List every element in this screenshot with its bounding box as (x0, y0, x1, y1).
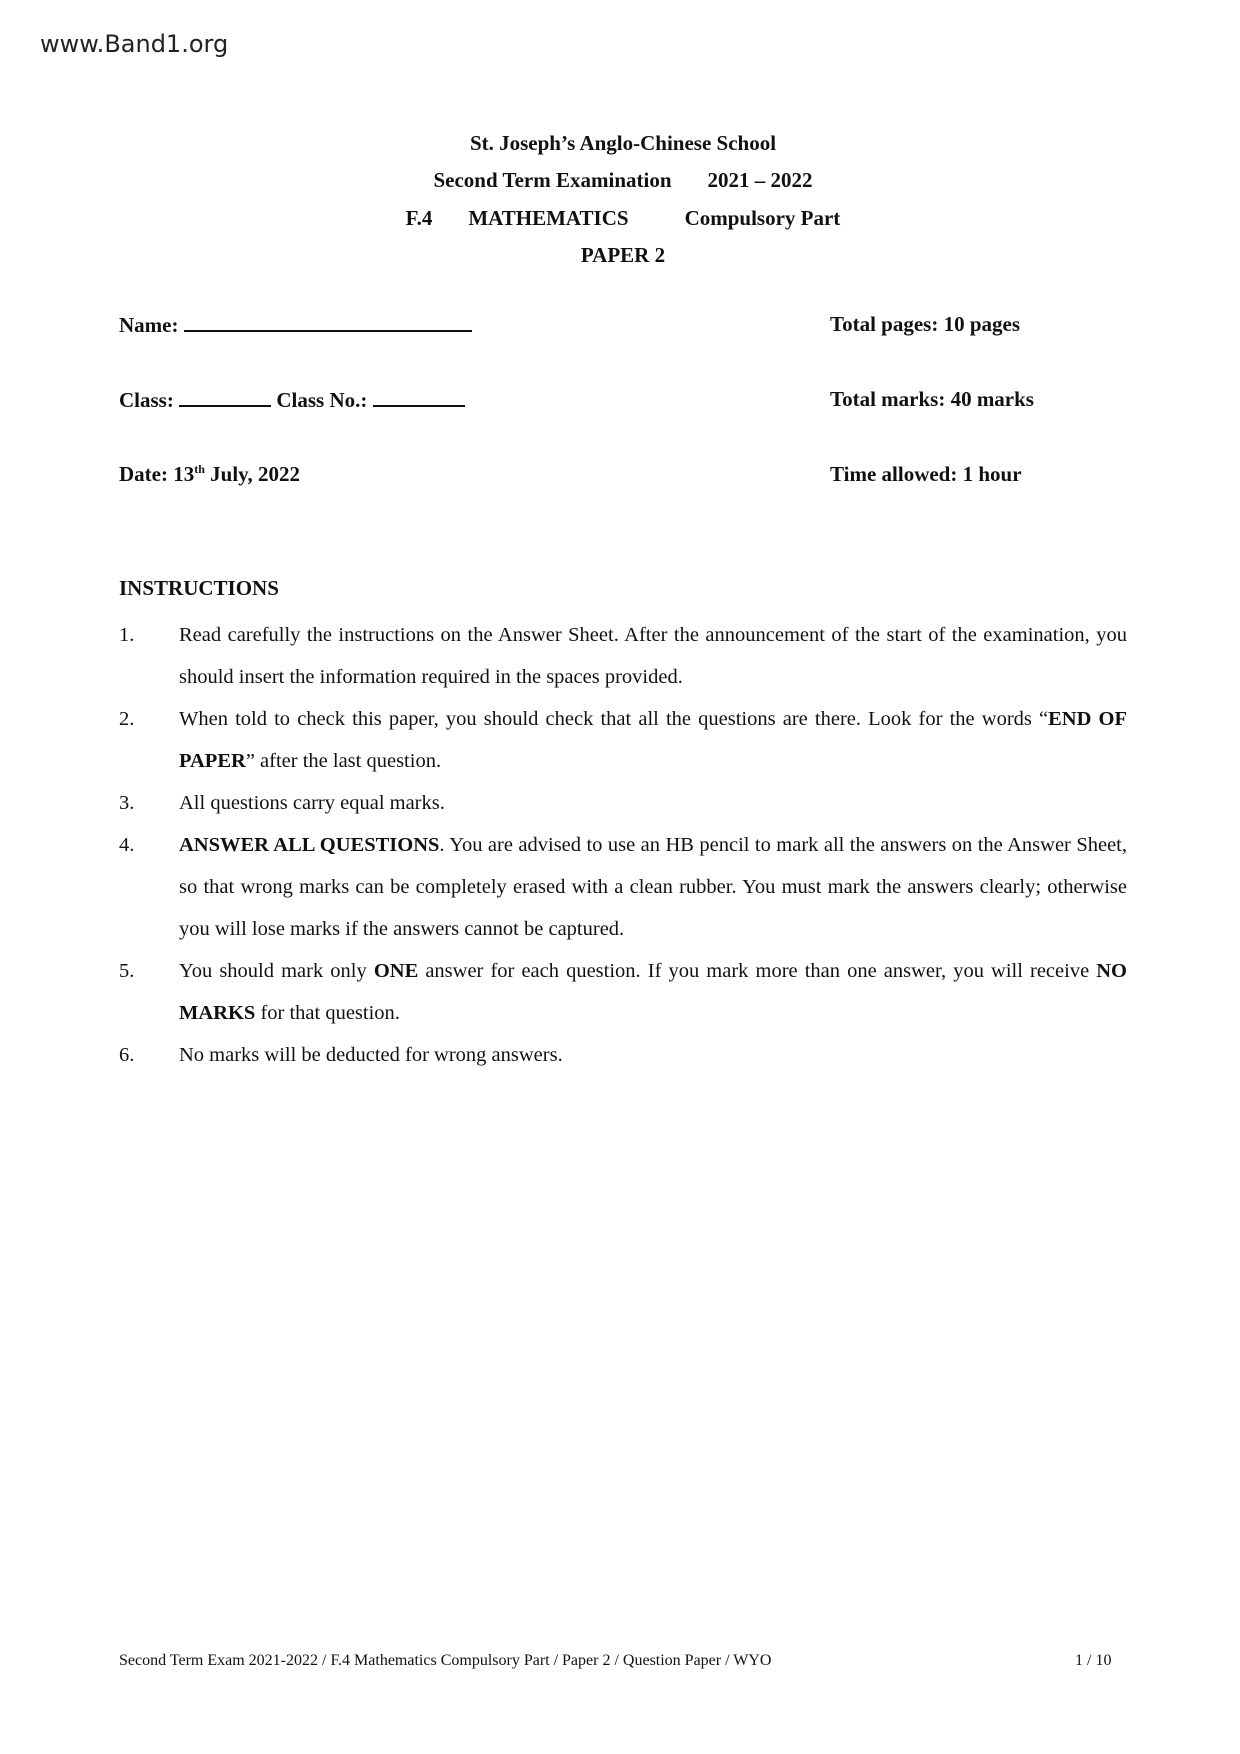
class-no-blank[interactable] (373, 387, 465, 407)
instruction-number: 5. (119, 960, 135, 982)
instruction-number: 3. (119, 792, 135, 814)
instruction-number: 2. (119, 708, 135, 730)
instruction-item (119, 782, 1127, 824)
instruction-text (179, 824, 1127, 950)
instruction-segment: ” after the last question. (245, 750, 442, 772)
exam-year: 2021 – 2022 (707, 168, 813, 192)
name-blank[interactable] (184, 312, 472, 332)
instruction-segment: answer for each question. If you mark more than one answer, you will receive (418, 960, 1097, 982)
footer-text: Second Term Exam 2021-2022 / F.4 Mathematics Compulsory Part / Paper 2 / Question Paper / WYO (119, 1652, 772, 1669)
instruction-segment: . You are advised to use an HB pencil to mark all the answers on the Answer Sheet, so that wrong marks can be completely erased with a clean rubber. You must mark the answers clearly; otherwise you will lose marks if the answers cannot be captured. (179, 834, 1127, 940)
class-blank[interactable] (179, 387, 271, 407)
exam-name: Second Term Examination (433, 168, 672, 192)
class-field (119, 387, 465, 413)
instruction-item (119, 614, 1127, 698)
subject: MATHEMATICS (468, 206, 629, 230)
part: Compulsory Part (684, 206, 841, 230)
instruction-segment: for that question. (255, 1002, 400, 1024)
name-field (119, 312, 472, 338)
total-marks: Total marks: 40 marks (830, 387, 1034, 411)
instruction-text (179, 614, 1127, 698)
page-number: 1 / 10 (1075, 1652, 1112, 1669)
instruction-item (119, 698, 1127, 782)
instruction-segment: All questions carry equal marks. (179, 792, 445, 814)
instruction-segment: Read carefully the instructions on the Answer Sheet. After the announcement of the start of the examination, you should insert the information required in the spaces provided. (179, 624, 1127, 688)
form: F.4 (405, 206, 433, 230)
instruction-segment: You should mark only (179, 960, 374, 982)
instruction-text (179, 1034, 1127, 1076)
instruction-text (179, 698, 1127, 782)
emphasis-text: ANSWER ALL QUESTIONS (179, 834, 440, 856)
emphasis-text: END OF PAPER (179, 708, 1128, 772)
instruction-text (179, 950, 1127, 1034)
instruction-number: 1. (119, 624, 135, 646)
instruction-segment: When told to check this paper, you should check that all the questions are there. Look for the words “ (179, 708, 1049, 730)
class-no-label: Class No.: (276, 388, 368, 412)
instruction-item (119, 824, 1127, 950)
class-label: Class: (119, 388, 174, 412)
time-allowed: Time allowed: 1 hour (830, 462, 1022, 486)
emphasis-text: NO MARKS (179, 960, 1127, 1024)
emphasis-text: ONE (373, 960, 419, 982)
instruction-text (179, 782, 1127, 824)
date-rest: July, 2022 (204, 462, 301, 486)
date-field (119, 462, 300, 487)
date-sup: th (194, 462, 205, 476)
instruction-item (119, 950, 1127, 1034)
exam-title (0, 168, 1240, 193)
paper-number: PAPER 2 (580, 243, 666, 267)
total-pages: Total pages: 10 pages (830, 312, 1020, 336)
instruction-item (119, 1034, 1127, 1076)
instruction-number: 4. (119, 834, 135, 856)
instruction-number: 6. (119, 1044, 135, 1066)
instructions-title: INSTRUCTIONS (119, 576, 279, 600)
school-name: St. Joseph’s Anglo-Chinese School (469, 131, 777, 155)
instruction-segment: No marks will be deducted for wrong answers. (179, 1044, 563, 1066)
date-label: Date: 13 (119, 462, 195, 486)
watermark: www.Band1.org (40, 30, 229, 58)
subject-line (0, 206, 1240, 231)
name-label: Name: (119, 313, 179, 337)
